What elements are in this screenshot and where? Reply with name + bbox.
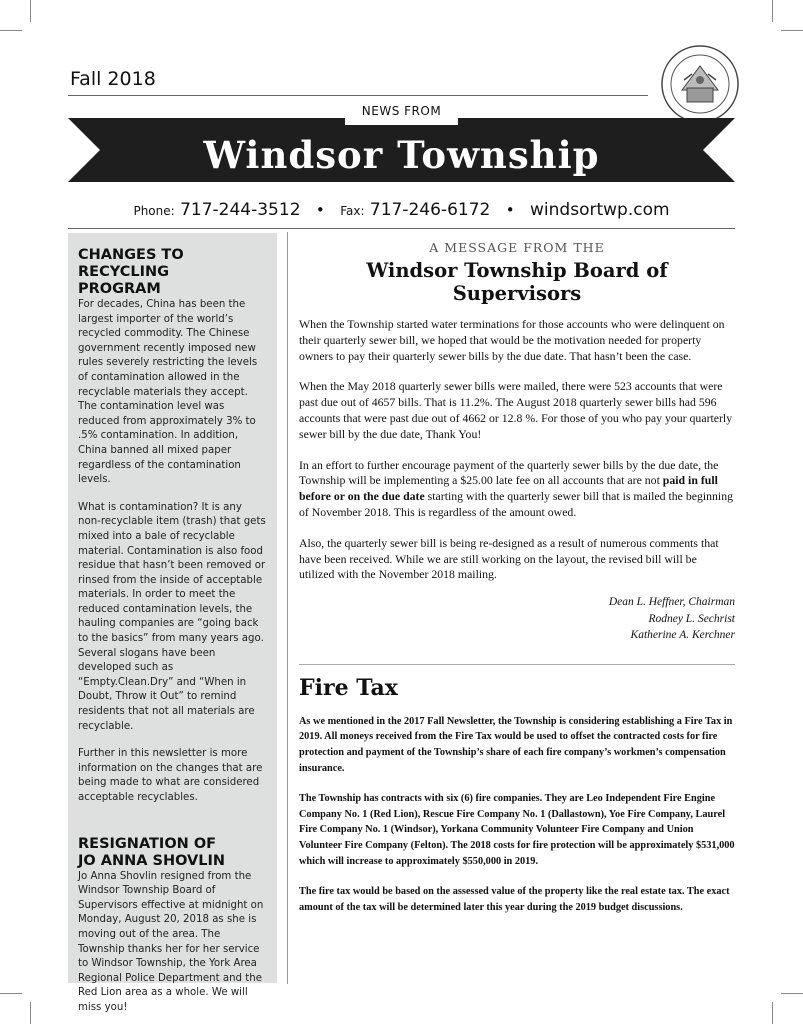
recycling-heading-line1: CHANGES TO RECYCLING bbox=[78, 247, 184, 280]
fire-tax-paragraph: The fire tax would be based on the assessed value of the property like the real estate tax. The exact amount of the tax will be determined later this year during the 2019 budget discussions. bbox=[299, 885, 730, 913]
fire-tax-paragraph: The Township has contracts with six (6) fire companies. They are Leo Independent Fire Engine Company No. 1 (Red Lion), Rescue Fire Company No. 1 (Dallastown), Yoe Fire Company, Laurel Fire Company No. 1 (Windsor), Yorkana Community Volunteer Fire Company and Union Volunteer Fire Company (Felton). The 2018 costs for fire protection will be approximately $531,000 which will increase to approximately $550,000 in 2019. bbox=[299, 792, 735, 868]
fax-label: Fax: bbox=[340, 204, 365, 218]
separator-dot: • bbox=[315, 201, 325, 219]
fire-tax-title: Fire Tax bbox=[299, 674, 398, 701]
crop-mark bbox=[772, 0, 773, 22]
crop-mark bbox=[30, 0, 31, 22]
column-divider bbox=[287, 232, 288, 984]
section-divider bbox=[299, 664, 735, 665]
message-text: starting with the quarterly sewer bill that is mailed the beginning of November 2018. This is regardless of the amount owed. bbox=[299, 489, 734, 519]
signature: Katherine A. Kerchner bbox=[630, 629, 735, 642]
news-from-label: NEWS FROM bbox=[361, 104, 442, 118]
main-column bbox=[299, 240, 735, 929]
signature: Rodney L. Sechrist bbox=[648, 612, 735, 625]
fire-tax-paragraph: As we mentioned in the 2017 Fall Newsletter, the Township is considering establishing a Fire Tax in 2019. All moneys received from the Fire Tax would be used to offset the contracted costs for fire protection and payment of the Township’s share of each fire company’s workmen’s compensation insurance. bbox=[299, 715, 733, 775]
website-link[interactable]: windsortwp.com bbox=[530, 200, 670, 220]
resignation-heading bbox=[78, 836, 267, 870]
message-title: Windsor Township Board of Supervisors bbox=[366, 259, 668, 305]
phone-label: Phone: bbox=[133, 204, 175, 218]
issue-season: Fall 2018 bbox=[70, 68, 156, 90]
sidebar bbox=[68, 233, 277, 1013]
contact-line bbox=[0, 200, 803, 220]
recycling-paragraph: What is contamination? It is any non-recyclable item (trash) that gets mixed into a bale of recyclable material. Contamination is also food residue that hasn’t been removed or rinsed from the inside of acceptable materials. In order to meet the reduced contamination levels, the hauling companies are “going back to the basics” from many years ago. Several slogans have been developed such as “Empty.Clean.Dry” and “When in Doubt, Throw it Out” to remind residents that not all materials are recyclable. bbox=[78, 501, 266, 732]
due-date-emphasis: paid in full before or on the due date bbox=[299, 473, 718, 504]
message-paragraph bbox=[299, 458, 735, 521]
recycling-paragraph: Further in this newsletter is more information on the changes that are being made to what are considered acceptable recyclables. bbox=[78, 748, 263, 803]
signature: Dean L. Heffner, Chairman bbox=[608, 596, 735, 609]
message-paragraph: When the May 2018 quarterly sewer bills were mailed, there were 523 accounts that were past due out of 4657 bills. That is 11.2%. The August 2018 quarterly sewer bills had 596 accounts that were past due out of 4662 or 12.8 %. For those of you who pay your quarterly sewer bill by the due date, Thank You! bbox=[299, 379, 733, 441]
contact-rule bbox=[68, 228, 735, 229]
message-kicker: A MESSAGE FROM THE bbox=[429, 240, 605, 255]
crop-mark bbox=[772, 1002, 773, 1024]
signature-block bbox=[299, 594, 735, 644]
masthead-rule bbox=[68, 95, 648, 96]
crop-mark bbox=[781, 30, 803, 31]
fax-number: 717-246-6172 bbox=[369, 200, 491, 220]
recycling-heading-line2: PROGRAM bbox=[78, 281, 161, 297]
message-text: In an effort to further encourage payment of the quarterly sewer bills by the due date, the Township will be implementing a $25.00 late fee on all accounts that are not bbox=[299, 457, 719, 488]
crop-mark bbox=[30, 1002, 31, 1024]
resignation-heading-line2: JO ANNA SHOVLIN bbox=[78, 852, 226, 869]
phone-number: 717-244-3512 bbox=[180, 200, 301, 220]
message-paragraph: When the Township started water terminations for those accounts who were delinquent on their quarterly sewer bill, we hoped that would be the motivation needed for property owners to pay their quarterly sewer bills by the due date. That hasn’t been the case. bbox=[299, 317, 725, 363]
crop-mark bbox=[0, 30, 22, 31]
recycling-heading bbox=[78, 247, 267, 298]
crop-mark bbox=[0, 993, 22, 994]
message-paragraph: Also, the quarterly sewer bill is being re-designed as a result of numerous comments that have been received. While we are still working on the layout, the revised bill will be utilized with the November 2018 mailing. bbox=[299, 535, 719, 582]
resignation-heading-line1: RESIGNATION OF bbox=[78, 835, 217, 852]
resignation-paragraph: Jo Anna Shovlin resigned from the Windsor Township Board of Supervisors effective at midnight on Monday, August 20, 2018 as she is moving out of the area. The Township thanks her for her service to Windsor Township, the York Area Regional Police Department and the Red Lion area as a whole. We will miss you! bbox=[78, 870, 264, 1013]
recycling-paragraph: For decades, China has been the largest importer of the world’s recycled commodity. The Chinese government recently imposed new rules severely restricting the levels of contamination allowed in the recyclable materials they accept. The contamination level was reduced from approximately 3% to .5% contamination. In addition, China banned all mixed paper regardless of the contamination levels. bbox=[78, 299, 258, 486]
separator-dot: • bbox=[505, 201, 515, 219]
crop-mark bbox=[781, 993, 803, 994]
township-title: Windsor Township bbox=[203, 133, 600, 177]
